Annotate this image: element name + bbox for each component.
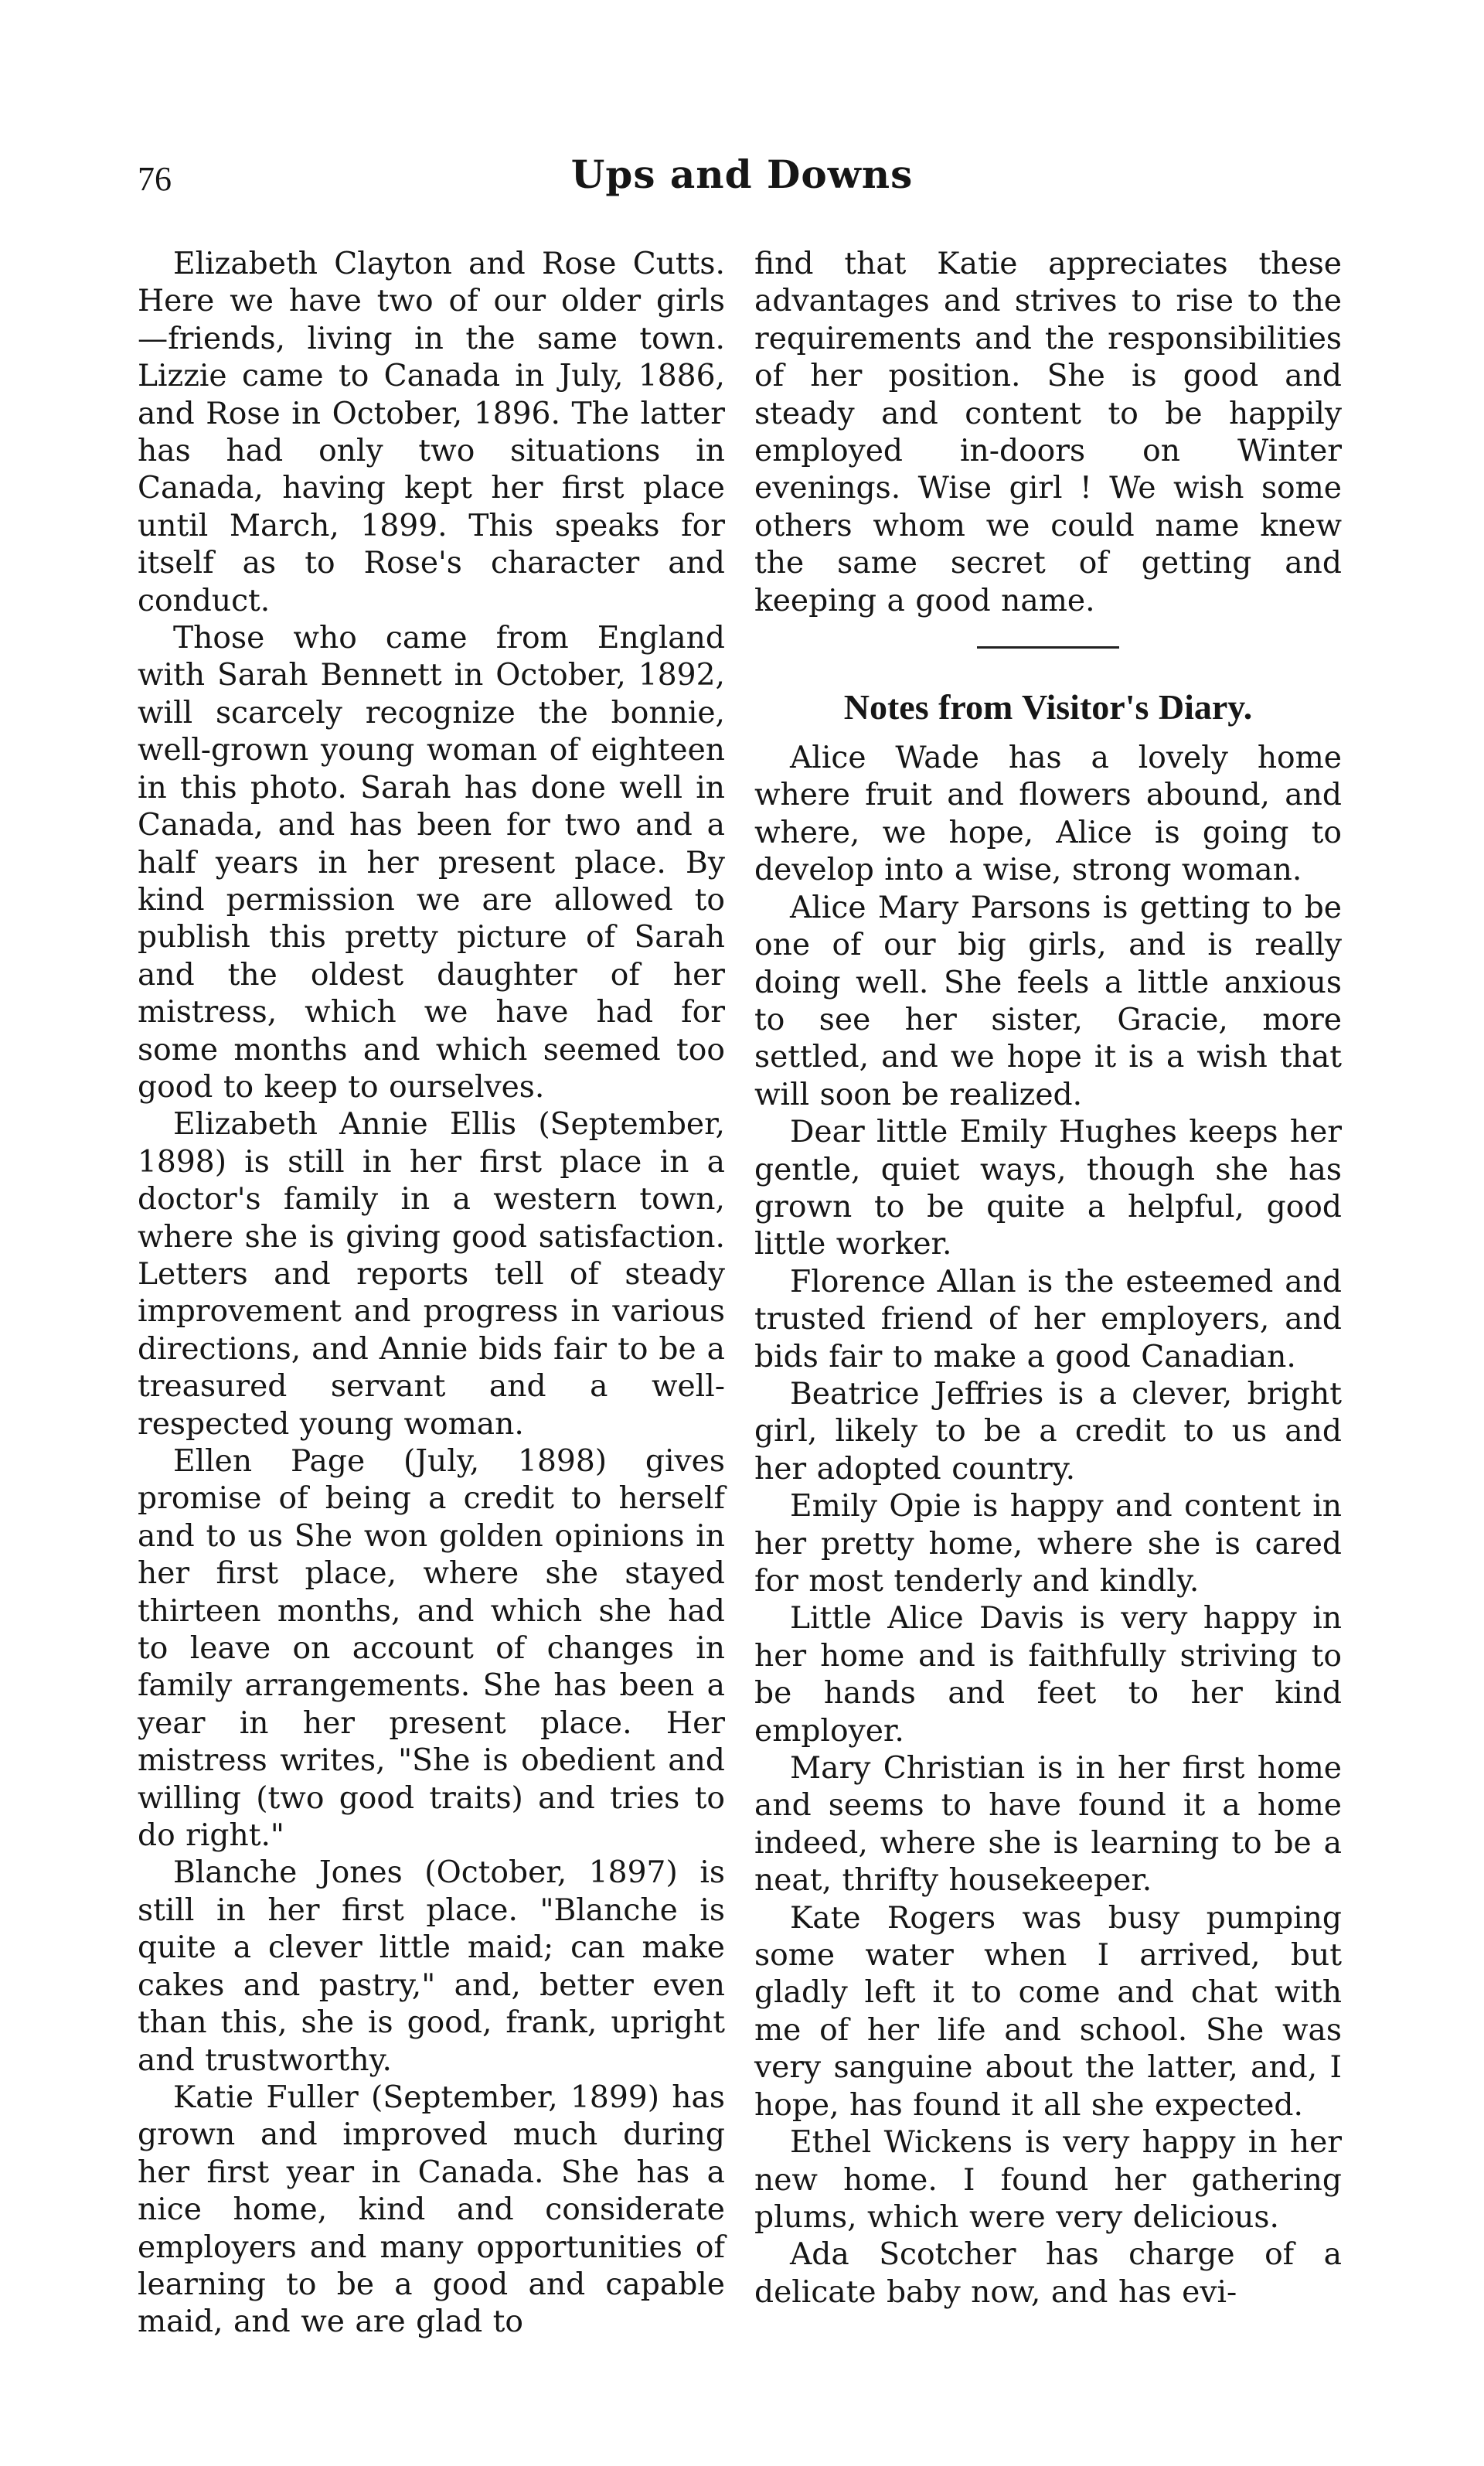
running-title: Ups and Downs [570,152,914,197]
diary-entry: Emily Opie is happy and content in her pretty home, where she is cared for most tenderly and kindly. [754,1489,1342,1599]
diary-entry: Mary Christian is in her first home and seems to have found it a home indeed, where she is learning to be a neat, thrifty housekeeper. [754,1751,1342,1899]
diary-entry: Ethel Wickens is very happy in her new home. I found her gathering plums, which were very delicious. [754,2125,1342,2235]
diary-entry: Alice Wade has a lovely home where fruit and flowers abound, and where, we hope, Alice is going to develop into a wise, strong woman. [754,741,1342,888]
page-number: 76 [138,160,172,198]
paragraph-sarah-bennett: Those who came from England with Sarah Bennett in October, 1892, will scarcely recognize the bonnie, well-grown young woman of eighteen in this photo. Sarah has done well in Canada, and has been for two and a half years in her present place. By kind permission we are allowed to publish this pretty picture of Sarah and the oldest daughter of her mistress, which we have had for some months and which seemed too good to keep to ourselves. [138,621,725,1105]
paragraph-clayton-cutts: Elizabeth Clayton and Rose Cutts. Here we have two of our older girls —friends, living in the same town. Lizzie came to Canada in July, 1886, and Rose in October, 1896. The latter has had only two situations in Canada, having kept her first place until March, 1899. This speaks for itself as to Rose's character and conduct. [138,247,725,618]
right-column [754,246,1342,2311]
section-divider [977,646,1119,649]
diary-entry: Florence Allan is the esteemed and trusted friend of her employers, and bids fair to make a good Canadian. [754,1264,1342,1374]
diary-entry: Little Alice Davis is very happy in her home and is faithfully striving to be hands and feet to her kind employer. [754,1601,1342,1749]
paragraph-continuation: find that Katie appreciates these advantages and strives to rise to the requirements and the responsibilities of her position. She is good and steady and content to be happily employed in-doors on Winter evenings. Wise girl ! We wish some others whom we could name knew the same secret of getting and keeping a good name. [754,247,1342,618]
page-header [0,152,1484,221]
paragraph-annie-ellis: Elizabeth Annie Ellis (September, 1898) is still in her first place in a doctor's family in a western town, where she is giving good satisfaction. Letters and reports tell of steady improvement and progress in various directions, and Annie bids fair to be a treasured servant and a well-respected young woman. [138,1107,725,1442]
diary-entry: Dear little Emily Hughes keeps her gentle, quiet ways, though she has grown to be quite a helpful, good little worker. [754,1115,1342,1262]
section-heading: Notes from Visitor's Diary. [843,687,1253,727]
diary-entry: Alice Mary Parsons is getting to be one of our big girls, and is really doing well. She feels a little anxious to see her sister, Gracie, more settled, and we hope it is a wish that will soon be realized. [754,890,1342,1112]
left-column [138,246,725,2342]
diary-entry: Beatrice Jeffries is a clever, bright girl, likely to be a credit to us and her adopted country. [754,1376,1342,1487]
paragraph-ellen-page: Ellen Page (July, 1898) gives promise of being a credit to herself and to us She won golden opinions in her first place, where she stayed thirteen months, and which she had to leave on account of changes in family arrangements. She has been a year in her present place. Her mistress writes, "She is obedient and willing (two good traits) and tries to do right." [138,1444,725,1854]
paragraph-katie-fuller: Katie Fuller (September, 1899) has grown and improved much during her first year in Canada. She has a nice home, kind and considerate employers and many opportunities of learning to be a good and capable maid, and we are glad to [138,2079,725,2340]
diary-entry: Kate Rogers was busy pumping some water when I arrived, but gladly left it to come and chat with me of her life and school. She was very sanguine about the latter, and, I hope, has found it all she expected. [754,1900,1342,2123]
diary-entry: Ada Scotcher has charge of a delicate baby now, and has evi- [754,2237,1342,2310]
paragraph-blanche-jones: Blanche Jones (October, 1897) is still in her first place. "Blanche is quite a clever little maid; can make cakes and pastry," and, better even than this, she is good, frank, upright and trustworthy. [138,1855,725,2078]
